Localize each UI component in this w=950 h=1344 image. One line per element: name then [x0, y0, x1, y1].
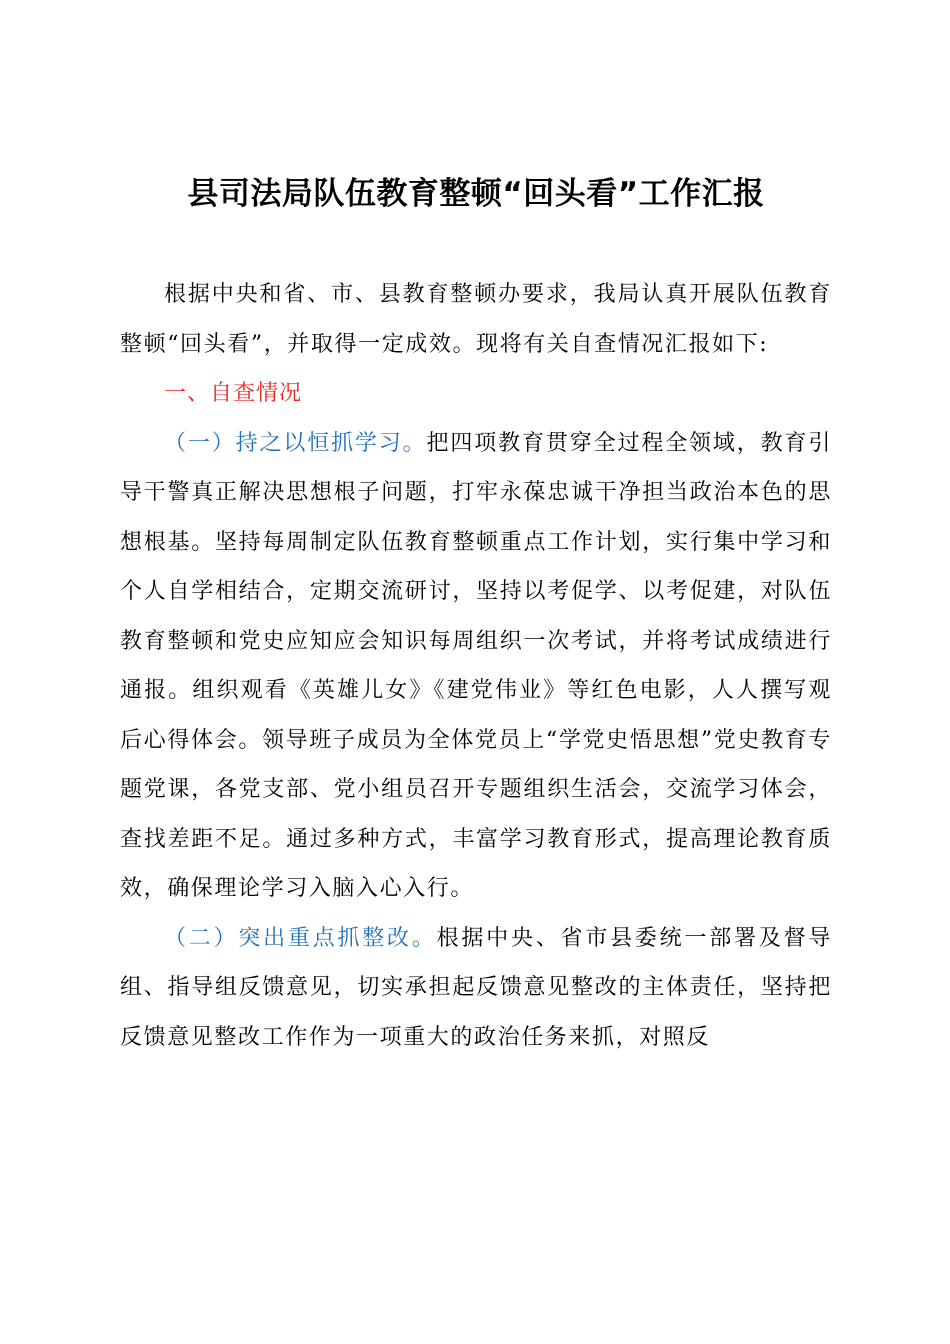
document-title: 县司法局队伍教育整顿“回头看”工作汇报: [187, 176, 765, 212]
paragraph-rectification-text: 根据中央、省市县委统一部署及督导组、指导组反馈意见，切实承担起反馈意见整改的主体责任，坚持把反馈意见整改工作作为一项重大的政治任务来抓，对照反: [120, 925, 832, 1050]
section-heading-self-inspection: 一、自查情况: [164, 381, 303, 406]
paragraph-rectification: [120, 914, 832, 1063]
subheading-rectification: （二）突出重点抓整改。: [164, 925, 437, 951]
subheading-study: （一）持之以恒抓学习。: [164, 430, 427, 456]
paragraph-study-text: 把四项教育贯穿全过程全领域，教育引导干警真正解决思想根子问题，打牢永葆忠诚干净担当政治本色的思想根基。坚持每周制定队伍教育整顿重点工作计划，实行集中学习和个人自学相结合，定期交流研讨，坚持以考促学、以考促建，对队伍教育整顿和党史应知应会知识每周组织一次考试，并将考试成绩进行通报。组织观看《英雄儿女》《建党伟业》等红色电影，人人撰写观后心得体会。领导班子成员为全体党员上“学党史悟思想”党史教育专题党课，各党支部、党小组员召开专题组织生活会，交流学习体会，查找差距不足。通过多种方式，丰富学习教育形式，提高理论教育质效，确保理论学习入脑入心入行。: [120, 430, 832, 901]
document-page: [120, 160, 832, 1062]
paragraph-study: [120, 419, 832, 914]
intro-paragraph: 根据中央和省、市、县教育整顿办要求，我局认真开展队伍教育整顿“回头看”，并取得一定成效。现将有关自查情况汇报如下:: [120, 282, 832, 357]
